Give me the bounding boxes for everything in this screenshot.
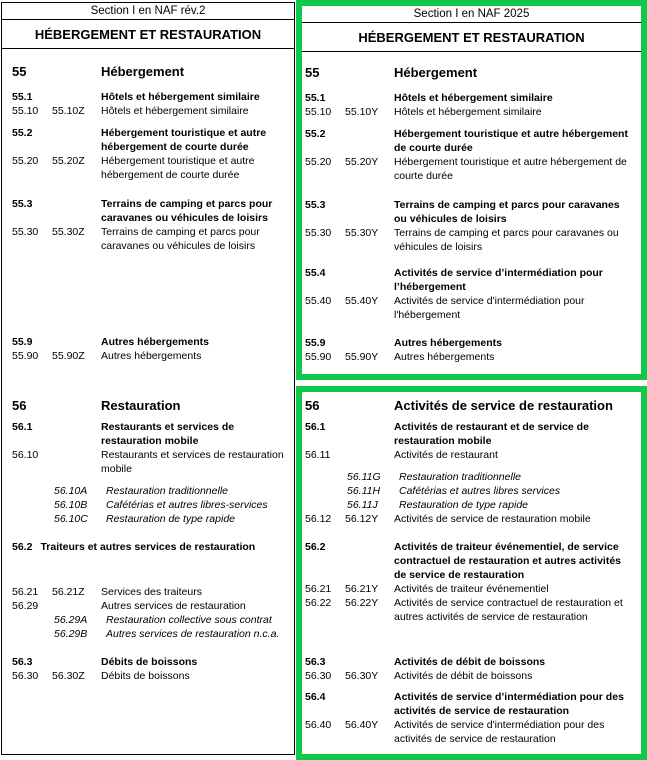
- code-col1: 55.20: [305, 156, 332, 168]
- code-col1: 56.30: [305, 670, 332, 682]
- row-label: Activités de débit de boissons: [394, 670, 533, 682]
- naf-row: [12, 448, 292, 476]
- naf-2025-header: Section I en NAF 2025: [302, 6, 641, 23]
- row-label: Restauration collective sous contrat: [106, 614, 272, 626]
- code-col1: 55.9: [12, 336, 33, 348]
- row-label: Activités de service contractuel de restauration et autres activités de service de restauration: [394, 597, 623, 623]
- row-band: [12, 540, 292, 655]
- code-col1: 55: [12, 64, 27, 79]
- code-col1: 56.2: [12, 541, 33, 553]
- naf-row: [305, 336, 635, 350]
- row-label: Hébergement touristique et autre hébergement de courte durée: [394, 128, 628, 154]
- row-label: Restaurants et services de restauration mobile: [101, 421, 235, 447]
- naf-row: [12, 498, 292, 512]
- row-label: Autres hébergements: [394, 337, 502, 349]
- row-label: Activités de service de restauration: [394, 398, 613, 413]
- row-label: Autres hébergements: [101, 350, 202, 362]
- code-col1: 55.90: [305, 351, 332, 363]
- row-label: Activités de débit de boissons: [394, 656, 546, 668]
- row-label: Hébergement touristique et autre hébergement de courte durée: [101, 155, 255, 181]
- naf-row: [305, 420, 635, 448]
- code-col1: 56.2: [305, 541, 326, 553]
- code-col1: 55.10: [305, 106, 332, 118]
- row-band: [305, 398, 635, 420]
- code-col1: 55.20: [12, 155, 39, 167]
- row-label: Restaurants et services de restauration mobile: [101, 449, 284, 475]
- row-label: Terrains de camping et parcs pour caravanes ou véhicules de loisirs: [101, 198, 273, 224]
- code-col2: 56.30Z: [52, 670, 85, 682]
- code-col1: 55.3: [12, 198, 33, 210]
- naf-row: [305, 127, 635, 155]
- naf-row: [305, 669, 635, 683]
- row-label: Restauration de type rapide: [106, 513, 235, 525]
- naf-row: [305, 398, 635, 414]
- row-label: Activités de service d’intermédiation pour des activités de service de restauration: [394, 691, 624, 717]
- row-band: [12, 197, 292, 265]
- naf-2025-section55-rows: [302, 52, 641, 371]
- row-label: Hébergement: [394, 65, 478, 80]
- naf-rev2-section55-rows: [12, 64, 292, 370]
- code-col2: 56.12Y: [345, 513, 379, 525]
- naf-row: [12, 335, 292, 349]
- naf-row: [12, 104, 292, 118]
- code-col1: 56.1: [305, 421, 326, 433]
- naf-row: [305, 105, 635, 119]
- code-col1: 56.30: [12, 670, 39, 682]
- naf-row: [305, 65, 635, 81]
- naf-rev2-table: [1, 2, 295, 755]
- code-col1: 55.30: [12, 226, 39, 238]
- row-band: [12, 126, 292, 197]
- code-col1: 55: [305, 65, 320, 80]
- code-col2: 56.30Y: [345, 670, 379, 682]
- code-col1: 55.4: [305, 267, 326, 279]
- naf-row: [305, 690, 635, 718]
- code-col2: 56.11J: [347, 499, 378, 511]
- naf-row: [12, 398, 292, 414]
- naf-row: [12, 512, 292, 526]
- naf-rev2-section-title: HÉBERGEMENT ET RESTAURATION: [2, 20, 294, 49]
- naf-row: [305, 266, 635, 294]
- naf-2025-section56-rows: [302, 392, 641, 746]
- row-label: Activités de service d'intermédiation pour l'hébergement: [394, 295, 585, 321]
- code-col2: 56.29B: [54, 628, 88, 640]
- naf-row: [12, 627, 292, 641]
- code-col2: 56.40Y: [345, 719, 379, 731]
- row-label: Activités de restaurant et de service de restauration mobile: [394, 421, 589, 447]
- code-col2: 55.10Z: [52, 105, 85, 117]
- code-col2: 55.90Z: [52, 350, 85, 362]
- naf-row: [12, 64, 292, 80]
- code-col1: 56.12: [305, 513, 332, 525]
- code-col2: 56.21Z: [52, 586, 85, 598]
- row-label: Activités de traiteur événementiel, de service contractuel de restauration et autres activités de service de restauration: [394, 541, 621, 581]
- code-col1: 55.2: [305, 128, 326, 140]
- code-col1: 56.11: [305, 449, 331, 461]
- code-col1: 56.29: [12, 600, 39, 612]
- code-col2: 56.29A: [54, 614, 88, 626]
- code-col1: 56.10: [12, 449, 39, 461]
- row-label: Débits de boissons: [101, 670, 190, 682]
- row-band: [305, 540, 635, 655]
- code-col1: 56.40: [305, 719, 332, 731]
- row-band: [12, 265, 292, 335]
- naf-row: [305, 582, 635, 596]
- row-label: Autres hébergements: [394, 351, 495, 363]
- naf-row: [12, 225, 292, 253]
- code-col2: 56.11H: [347, 485, 381, 497]
- row-label: Activités de service d'intermédiation pour des activités de service de restauration: [394, 719, 605, 745]
- row-label: Traiteurs et autres services de restauration: [40, 541, 256, 553]
- row-label: Activités de traiteur événementiel: [394, 583, 549, 595]
- naf-row: [305, 470, 635, 484]
- code-col2: 56.21Y: [345, 583, 379, 595]
- naf-2025-section56-box: [296, 386, 647, 760]
- row-label: Autres services de restauration n.c.a.: [106, 628, 280, 640]
- code-col1: 55.90: [12, 350, 39, 362]
- naf-row: [305, 91, 635, 105]
- row-label: Hébergement touristique et autre hébergement de courte durée: [394, 156, 627, 182]
- row-label: Hôtels et hébergement similaire: [101, 91, 260, 103]
- naf-row: [12, 349, 292, 363]
- naf-2025-section-title: HÉBERGEMENT ET RESTAURATION: [302, 23, 641, 52]
- row-band: [12, 90, 292, 126]
- code-col1: 55.3: [305, 199, 326, 211]
- code-col1: 55.2: [12, 127, 33, 139]
- code-col2: 56.11G: [347, 471, 381, 483]
- row-band: [305, 198, 635, 266]
- code-col1: 55.30: [305, 227, 332, 239]
- naf-row: [305, 596, 635, 624]
- row-label: Hébergement touristique et autre hébergement de courte durée: [101, 127, 267, 153]
- row-label: Activités de service de restauration mobile: [394, 513, 591, 525]
- naf-row: [12, 197, 292, 225]
- code-col1: 55.1: [305, 92, 326, 104]
- row-label: Restauration de type rapide: [399, 499, 528, 511]
- naf-row: [305, 655, 635, 669]
- row-band: [12, 420, 292, 540]
- row-label: Cafétérias et autres libres-services: [106, 499, 268, 511]
- row-band: [12, 655, 292, 690]
- naf-row: [305, 155, 635, 183]
- code-col1: 56.3: [12, 656, 33, 668]
- row-label: Hôtels et hébergement similaire: [394, 106, 542, 118]
- naf-row: [305, 350, 635, 364]
- row-band: [305, 690, 635, 746]
- naf-rev2-content: [2, 49, 294, 690]
- row-label: Activités de restaurant: [394, 449, 498, 461]
- row-band: [305, 336, 635, 371]
- naf-row: [12, 599, 292, 613]
- row-label: Terrains de camping et parcs pour caravanes ou véhicules de loisirs: [394, 227, 619, 253]
- row-label: Activités de service d’intermédiation pour l’hébergement: [394, 267, 603, 293]
- naf-row: [12, 420, 292, 448]
- row-band: [12, 398, 292, 420]
- row-band: [305, 127, 635, 198]
- code-col2: 55.30Y: [345, 227, 379, 239]
- code-col1: 56.3: [305, 656, 326, 668]
- row-band: [305, 655, 635, 690]
- code-col2: 56.10A: [54, 485, 88, 497]
- row-label: Cafétérias et autres libres services: [399, 485, 561, 497]
- naf-row: [12, 669, 292, 683]
- naf-row: [305, 484, 635, 498]
- naf-row: [305, 512, 635, 526]
- naf-row: [305, 226, 635, 254]
- code-col1: 55.1: [12, 91, 33, 103]
- naf-row: [305, 498, 635, 512]
- code-col1: 55.10: [12, 105, 39, 117]
- code-col2: 55.90Y: [345, 351, 379, 363]
- naf-row: [12, 90, 292, 104]
- row-label: Hôtels et hébergement similaire: [101, 105, 249, 117]
- naf-row: [305, 294, 635, 322]
- row-band: [12, 64, 292, 90]
- naf-rev2-section56-rows: [12, 398, 292, 690]
- naf-row: [12, 126, 292, 154]
- code-col1: 56: [12, 398, 27, 413]
- naf-row: [305, 198, 635, 226]
- code-col1: 56: [305, 398, 320, 413]
- naf-rev2-header: Section I en NAF rév.2: [2, 3, 294, 20]
- naf-row: [305, 540, 635, 582]
- code-col2: 55.20Y: [345, 156, 379, 168]
- row-label: Restauration traditionnelle: [399, 471, 521, 483]
- code-col1: 56.1: [12, 421, 33, 433]
- naf-row: [12, 154, 292, 182]
- code-col2: 56.10B: [54, 499, 88, 511]
- code-col1: 55.9: [305, 337, 326, 349]
- row-label: Débits de boissons: [101, 656, 198, 668]
- naf-2025-section55-box: [296, 0, 647, 380]
- row-band: [305, 91, 635, 127]
- code-col2: 55.10Y: [345, 106, 379, 118]
- code-col2: 56.22Y: [345, 597, 379, 609]
- naf-row: [12, 540, 292, 554]
- row-label: Terrains de camping et parcs pour caravanes ou véhicules de loisirs: [394, 199, 620, 225]
- row-label: Terrains de camping et parcs pour caravanes ou véhicules de loisirs: [101, 226, 260, 252]
- naf-row: [12, 585, 292, 599]
- row-label: Restauration traditionnelle: [106, 485, 228, 497]
- code-col1: 55.40: [305, 295, 332, 307]
- code-col1: 56.21: [305, 583, 332, 595]
- row-label: Services des traiteurs: [101, 586, 202, 598]
- naf-row: [12, 655, 292, 669]
- code-col2: 55.40Y: [345, 295, 379, 307]
- naf-row: [12, 613, 292, 627]
- row-label: Restauration: [101, 398, 181, 413]
- naf-row: [305, 718, 635, 746]
- code-col1: 56.4: [305, 691, 326, 703]
- section-gap: [12, 370, 292, 398]
- row-band: [305, 266, 635, 336]
- row-label: Hébergement: [101, 64, 185, 79]
- row-band: [305, 420, 635, 540]
- row-label: Hôtels et hébergement similaire: [394, 92, 553, 104]
- code-col2: 56.10C: [54, 513, 88, 525]
- naf-row: [305, 448, 635, 462]
- code-col2: 55.20Z: [52, 155, 85, 167]
- row-band: [305, 65, 635, 91]
- row-band: [12, 335, 292, 370]
- code-col1: 56.21: [12, 586, 39, 598]
- code-col2: 55.30Z: [52, 226, 85, 238]
- row-label: Autres services de restauration: [101, 600, 246, 612]
- code-col1: 56.22: [305, 597, 332, 609]
- row-label: Autres hébergements: [101, 336, 209, 348]
- naf-row: [12, 484, 292, 498]
